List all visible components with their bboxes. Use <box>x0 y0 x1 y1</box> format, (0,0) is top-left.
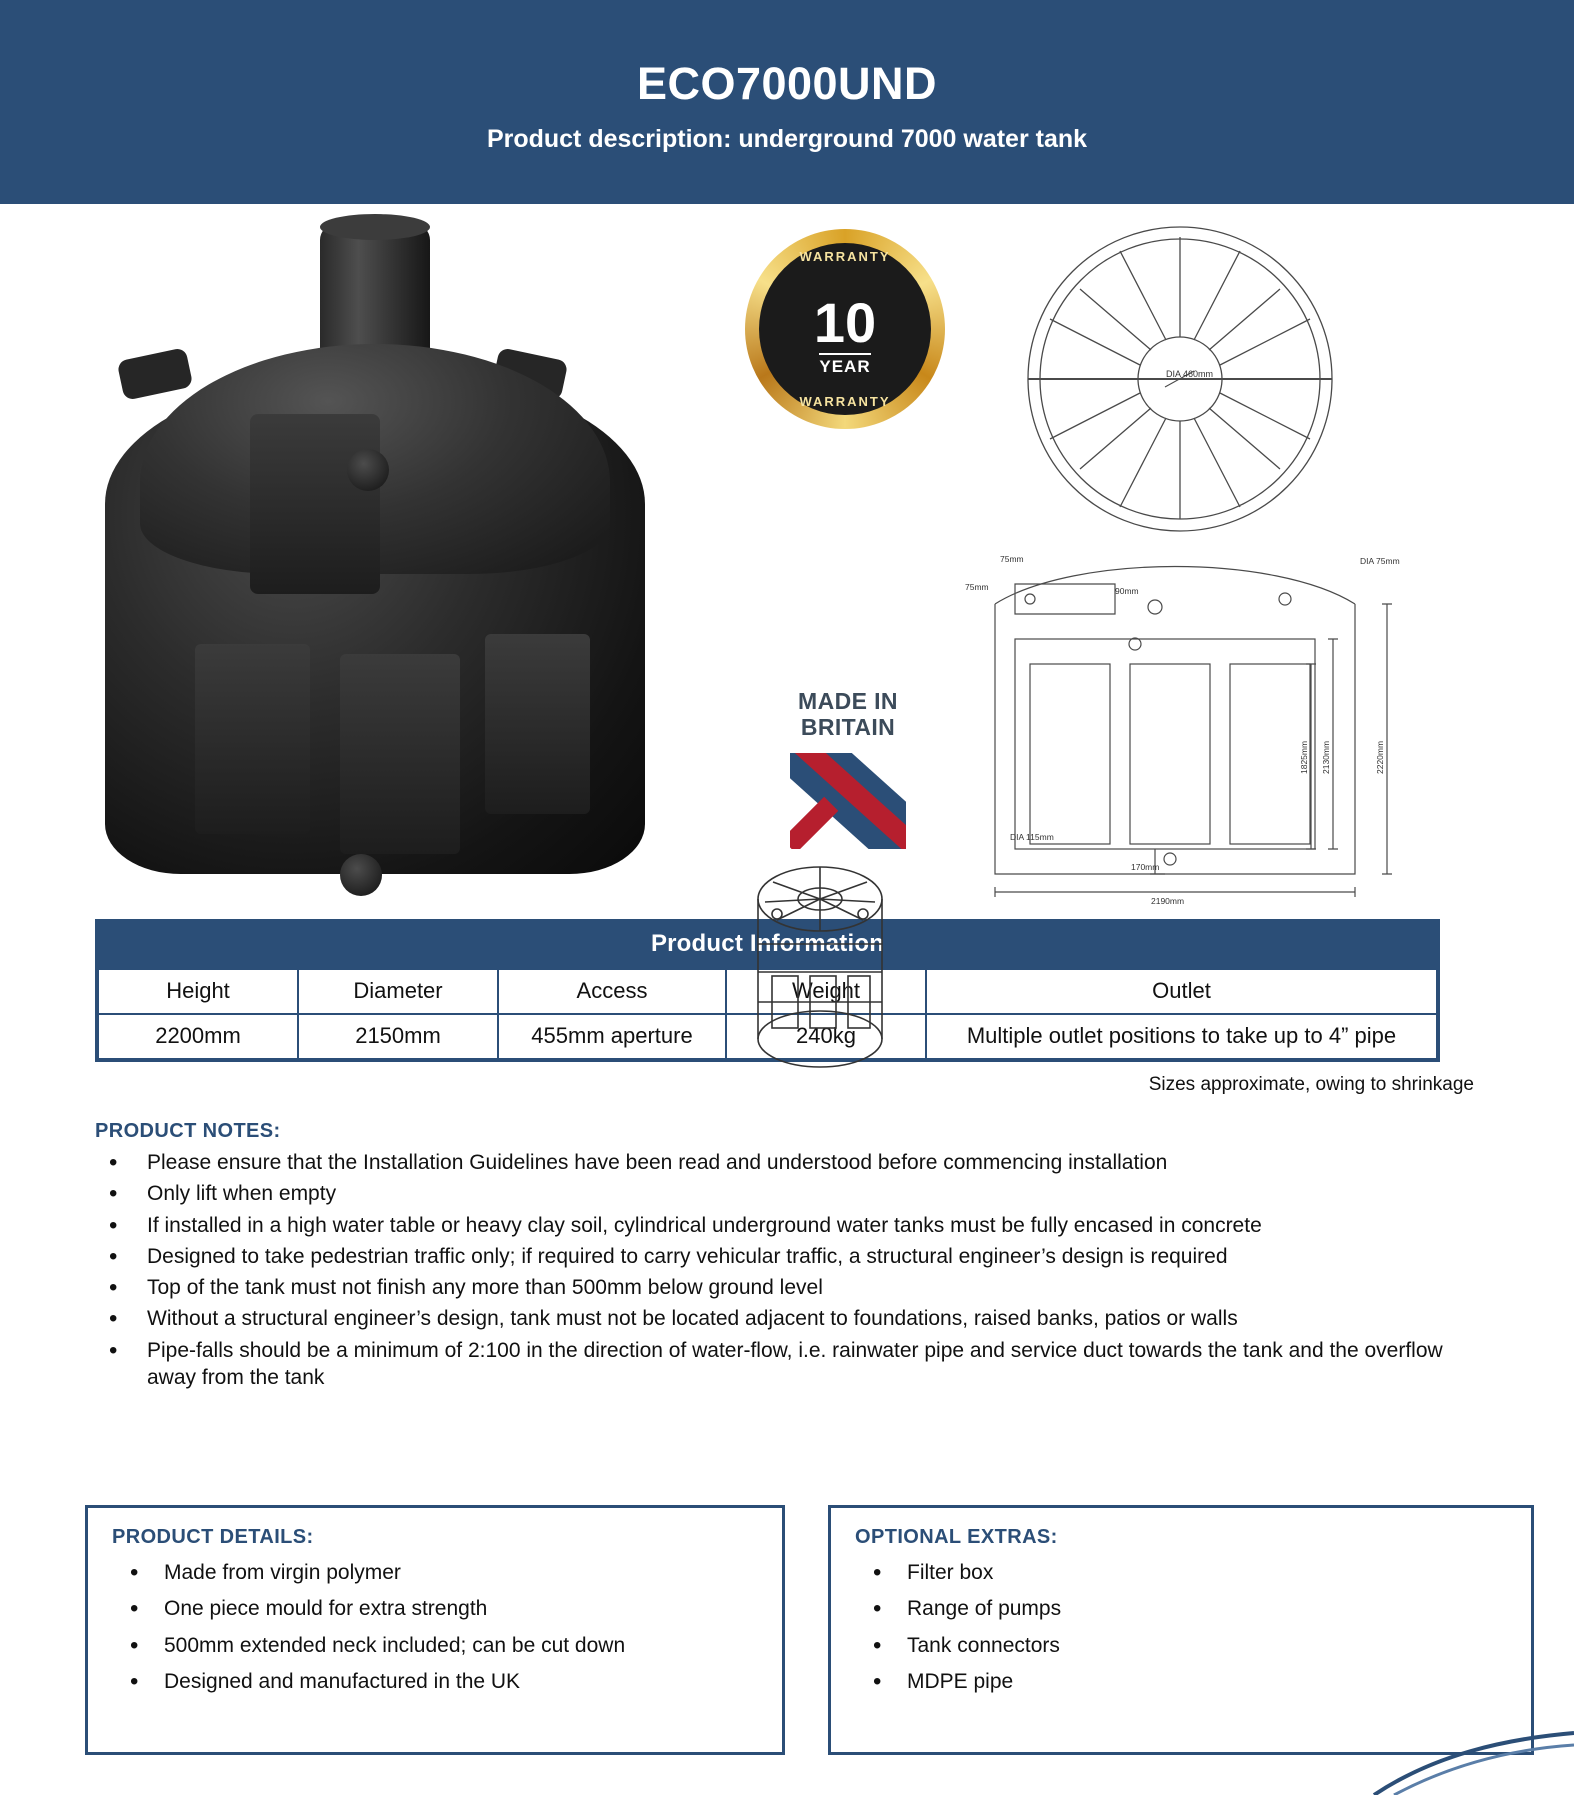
optional-extras-heading: OPTIONAL EXTRAS: <box>855 1526 1058 1548</box>
list-item: • Without a structural engineer’s design, tank must not be located adjacent to foundations, raised banks, patios or walls <box>95 1305 1495 1332</box>
table-cell-weight: 240kg <box>726 1014 926 1059</box>
tank-product-photo <box>85 214 665 904</box>
warranty-years-number: 10 <box>813 291 877 354</box>
bottom-boxes <box>0 1505 1574 1795</box>
table-cell-diameter: 2150mm <box>298 1014 498 1059</box>
product-details-list <box>108 1559 762 1695</box>
optional-extras-list <box>851 1559 1511 1695</box>
side-view-label-2190mm: 2190mm <box>1151 896 1185 906</box>
tank-rib <box>195 644 310 834</box>
list-item: • Please ensure that the Installation Guidelines have been read and understood before commencing installation <box>95 1149 1495 1176</box>
warranty-ring-text <box>745 229 945 429</box>
page-title: ECO7000UND <box>636 57 938 109</box>
side-view-label-90mm: 90mm <box>1115 586 1139 596</box>
warranty-bottom-text: WARRANTY <box>799 394 891 409</box>
warranty-badge <box>745 229 945 429</box>
list-item: • If installed in a high water table or heavy clay soil, cylindrical underground water tanks must be fully encased in concrete <box>95 1212 1495 1239</box>
tank-outlet-port <box>347 449 389 491</box>
optional-extras-box <box>828 1505 1534 1755</box>
side-view-label-75mm-left: 75mm <box>965 582 989 592</box>
list-item: • Only lift when empty <box>95 1180 1495 1207</box>
product-notes-heading: PRODUCT NOTES: <box>95 1120 281 1142</box>
page-subtitle: Product description: underground 7000 water tank <box>486 125 1088 154</box>
list-item: • Range of pumps <box>851 1595 1511 1622</box>
shrinkage-footnote: Sizes approximate, owing to shrinkage <box>1148 1074 1474 1095</box>
product-information-title: Product Information <box>97 921 1438 968</box>
list-item: • Filter box <box>851 1559 1511 1586</box>
list-item: • Designed to take pedestrian traffic only; if required to carry vehicular traffic, a structural engineer’s design is required <box>95 1243 1495 1270</box>
top-view-dia-label: DIA 460mm <box>1166 369 1214 379</box>
side-view-label-dia115: DIA 115mm <box>1010 832 1054 842</box>
warranty-year-label: YEAR <box>819 353 870 377</box>
list-item: • Pipe-falls should be a minimum of 2:100 in the direction of water-flow, i.e. rainwater pipe and service duct towards the tank and the overflow away from the tank <box>95 1337 1495 1392</box>
technical-drawing-top-view <box>980 219 1380 549</box>
product-notes-section <box>95 1120 1495 1391</box>
product-details-box <box>85 1505 785 1755</box>
table-header-diameter: Diameter <box>298 969 498 1014</box>
list-item: • Made from virgin polymer <box>108 1559 762 1586</box>
made-in-britain-badge <box>778 689 918 849</box>
tank-lifting-lug-left <box>117 347 194 401</box>
table-header-weight: Weight <box>726 969 926 1014</box>
side-view-label-170mm: 170mm <box>1131 862 1160 872</box>
table-header-access: Access <box>498 969 726 1014</box>
list-item: • 500mm extended neck included; can be cut down <box>108 1632 762 1659</box>
list-item: • MDPE pipe <box>851 1668 1511 1695</box>
product-details-heading: PRODUCT DETAILS: <box>112 1526 314 1548</box>
side-view-label-1825mm: 1825mm <box>1299 740 1309 774</box>
product-notes-list <box>95 1149 1495 1391</box>
tank-rib <box>250 414 380 594</box>
technical-drawing-side-view <box>955 544 1425 919</box>
union-jack-icon <box>790 753 906 849</box>
side-view-label-2220mm: 2220mm <box>1375 740 1385 774</box>
tank-rib <box>340 654 460 854</box>
list-item: • Designed and manufactured in the UK <box>108 1668 762 1695</box>
made-in-britain-line2: BRITAIN <box>800 713 896 740</box>
side-view-label-dia75: DIA 75mm <box>1360 556 1400 566</box>
list-item: • Top of the tank must not finish any more than 500mm below ground level <box>95 1274 1495 1301</box>
table-cell-access: 455mm aperture <box>498 1014 726 1059</box>
footer-swoosh-decoration <box>1234 1725 1574 1795</box>
made-in-britain-line1: MADE IN <box>798 688 898 714</box>
list-item: • Tank connectors <box>851 1632 1511 1659</box>
product-images-band <box>0 204 1574 919</box>
table-header-outlet: Outlet <box>926 969 1437 1014</box>
page-header <box>0 0 1574 204</box>
table-cell-outlet: Multiple outlet positions to take up to 4” pipe <box>926 1014 1437 1059</box>
tank-rib <box>485 634 590 814</box>
warranty-top-text: WARRANTY <box>799 249 891 264</box>
side-view-label-2130mm: 2130mm <box>1321 740 1331 774</box>
tank-line-drawing-small <box>715 844 925 1094</box>
table-cell-height: 2200mm <box>98 1014 298 1059</box>
tank-outlet-port <box>340 854 382 896</box>
list-item: • One piece mould for extra strength <box>108 1595 762 1622</box>
side-view-label-75mm-top: 75mm <box>1000 554 1024 564</box>
table-header-height: Height <box>98 969 298 1014</box>
